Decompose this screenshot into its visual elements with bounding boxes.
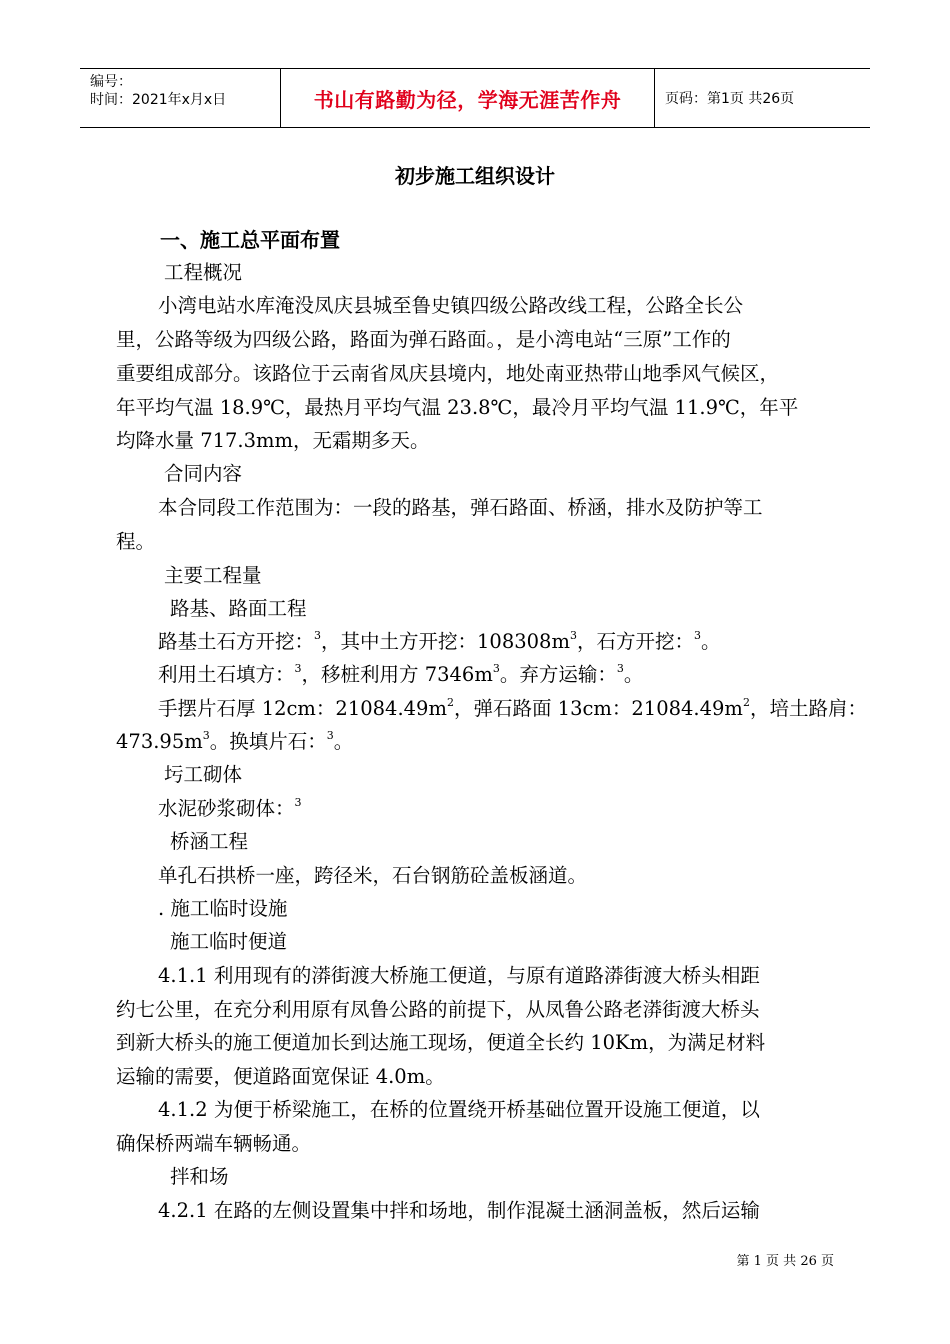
paragraph-line: 4.1.1 利用现有的漭街渡大桥施工便道，与原有道路漭街渡大桥头相距 bbox=[158, 964, 760, 987]
subheading-road: 路基、路面工程 bbox=[170, 597, 307, 620]
header-page-code: 页码：第1页 共26页 bbox=[665, 91, 795, 107]
paragraph-line: 重要组成部分。该路位于云南省凤庆县境内，地处南亚热带山地季风气候区， bbox=[116, 362, 780, 385]
quantity-line-paving: 手摆片石厚 12cm：$21084.49m^2$，弹石路面 13cm：$21084.49m^2$，培土路肩： bbox=[158, 696, 867, 720]
page-footer: 第 1 页 共 26 页 bbox=[736, 1254, 834, 1269]
document-date-label: 时间：2021年x月x日 bbox=[90, 92, 227, 108]
paragraph-line: 确保桥两端车辆畅通。 bbox=[116, 1132, 312, 1155]
header-motto: 书山有路勤为径，学海无涯苦作舟 bbox=[313, 87, 622, 112]
subheading-temporary-facilities: . 施工临时设施 bbox=[158, 897, 288, 920]
quantity-line-shoulder: $473.95m^3$。换填片石：$^3$。 bbox=[116, 729, 354, 753]
paragraph-line: 单孔石拱桥一座，跨径米，石台钢筋砼盖板涵道。 bbox=[158, 864, 588, 887]
paragraph-line: 小湾电站水库淹没凤庆县城至鲁史镇四级公路改线工程，公路全长公 bbox=[158, 294, 744, 317]
section-heading-1: 一、施工总平面布置 bbox=[160, 228, 340, 252]
subheading-contract: 合同内容 bbox=[164, 462, 243, 485]
quantity-line-fill: 利用土石填方：$^3$，移桩利用方 $7346m^3$。弃方运输：$^3$。 bbox=[158, 662, 644, 686]
subheading-overview: 工程概况 bbox=[164, 261, 243, 284]
header-info-cell bbox=[80, 69, 281, 127]
paragraph-line: 4.1.2 为便于桥梁施工，在桥的位置绕开桥基础位置开设施工便道，以 bbox=[158, 1098, 760, 1121]
paragraph-line: 到新大桥头的施工便道加长到达施工现场，便道全长约 10Km，为满足材料 bbox=[116, 1031, 766, 1054]
document-number-label: 编号： bbox=[90, 74, 132, 90]
subheading-bridge: 桥涵工程 bbox=[170, 830, 249, 853]
quantity-line-excavation: 路基土石方开挖：$^3$，其中土方开挖：$108308m^3$，石方开挖：$^3$。 bbox=[158, 629, 721, 653]
paragraph-line: 年平均气温 18.9℃，最热月平均气温 23.8℃，最冷月平均气温 11.9℃，年平 bbox=[116, 396, 799, 419]
paragraph-line: 均降水量 717.3mm，无霜期多天。 bbox=[116, 429, 430, 452]
header-page-cell bbox=[655, 69, 870, 127]
paragraph-line: 程。 bbox=[116, 530, 156, 553]
subheading-masonry: 圬工砌体 bbox=[164, 763, 243, 786]
subheading-quantities: 主要工程量 bbox=[164, 564, 262, 587]
paragraph-line: 4.2.1 在路的左侧设置集中拌和场地，制作混凝土涵洞盖板，然后运输 bbox=[158, 1199, 760, 1222]
header-motto-cell bbox=[281, 69, 655, 127]
paragraph-line: 运输的需要，便道路面宽保证 4.0m。 bbox=[116, 1065, 445, 1088]
document-title: 初步施工组织设计 bbox=[395, 164, 555, 188]
paragraph-line: 约七公里，在充分利用原有凤鲁公路的前提下，从凤鲁公路老漭街渡大桥头 bbox=[116, 998, 760, 1021]
paragraph-line: 里，公路等级为四级公路，路面为弹石路面。，是小湾电站“三原”工作的 bbox=[116, 328, 731, 351]
subheading-mixing: 拌和场 bbox=[170, 1165, 229, 1188]
paragraph-line: 本合同段工作范围为：一段的路基，弹石路面、桥涵，排水及防护等工 bbox=[158, 496, 763, 519]
page-header bbox=[80, 68, 870, 128]
quantity-line-masonry: 水泥砂浆砌体：$^3$ bbox=[158, 796, 302, 820]
subheading-temporary-road: 施工临时便道 bbox=[170, 930, 288, 953]
